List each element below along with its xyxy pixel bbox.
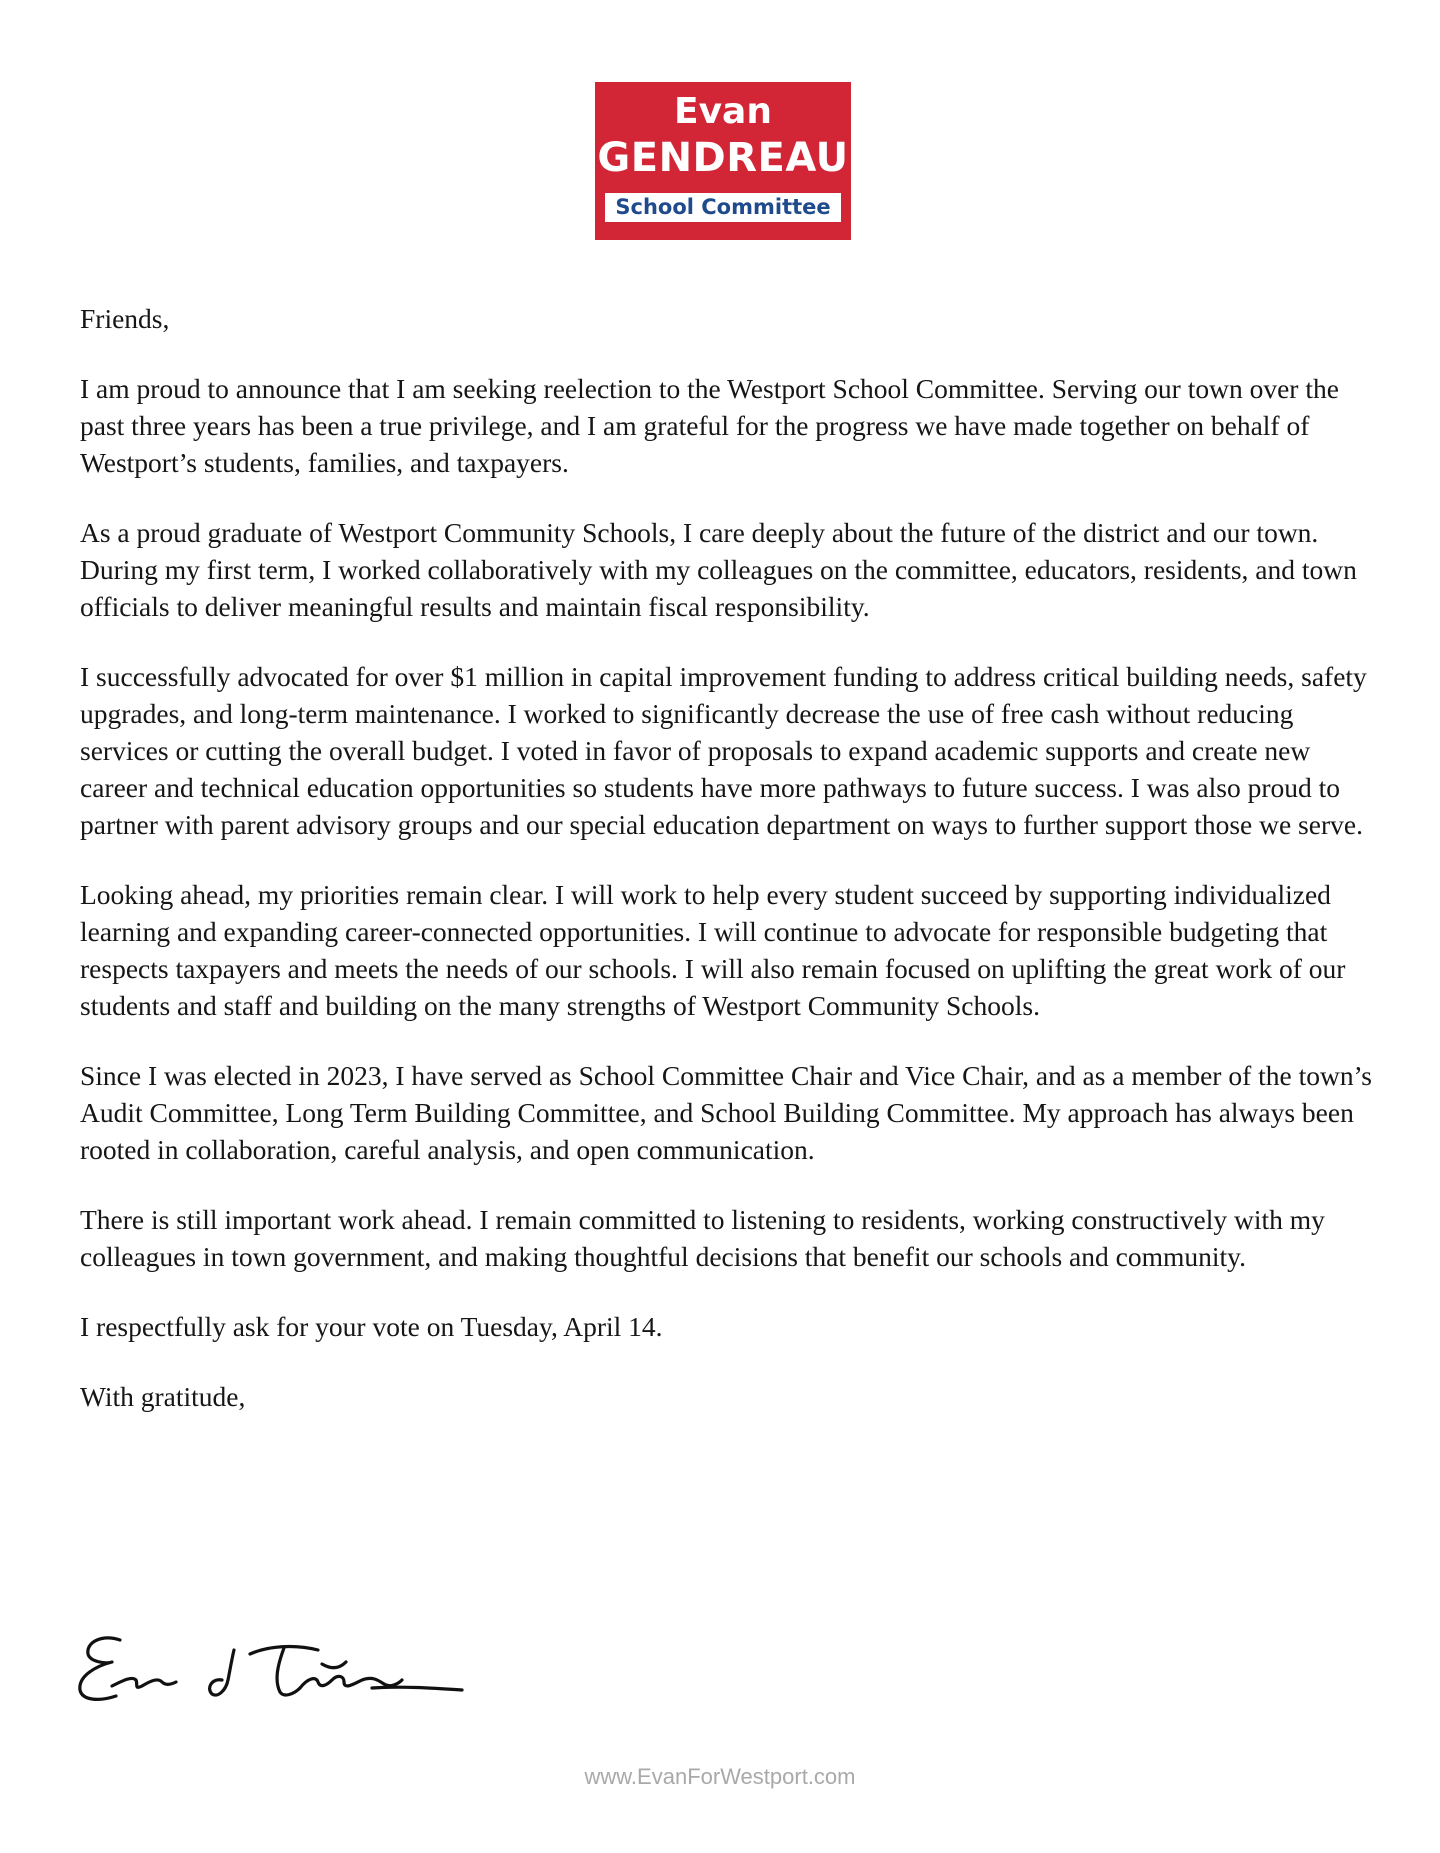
- logo-first-name: Evan: [674, 91, 772, 132]
- paragraph-accomplishments: I successfully advocated for over $1 million in capital improvement funding to address critical building needs, safety upgrades, and long-term maintenance. I worked to significantly decrease the use of free cash without reducing services or cutting the overall budget. I voted in favor of proposals to expand academic supports and create new career and technical education opportunities so students have more pathways to future success. I was also proud to partner with parent advisory groups and our special education department on ways to further support those we serve.: [80, 661, 1367, 840]
- paragraph-vote-request: I respectfully ask for your vote on Tuesday, April 14.: [80, 1311, 663, 1342]
- campaign-logo: [595, 82, 851, 240]
- closing: With gratitude,: [80, 1381, 246, 1412]
- letter-body: [80, 300, 1380, 1448]
- paragraph-priorities: Looking ahead, my priorities remain clear. I will work to help every student succeed by supporting individualized learning and expanding career-connected opportunities. I will continue to advocate for responsible budgeting that respects taxpayers and meets the needs of our schools. I will also remain focused on uplifting the great work of our students and staff and building on the many strengths of Westport Community Schools.: [80, 879, 1346, 1021]
- handwritten-signature-icon: [72, 1620, 472, 1720]
- paragraph-commitment: There is still important work ahead. I remain committed to listening to residents, working constructively with my colleagues in town government, and making thoughtful decisions that benefit our schools and community.: [80, 1204, 1325, 1272]
- paragraph-service: Since I was elected in 2023, I have served as School Committee Chair and Vice Chair, and as a member of the town’s Audit Committee, Long Term Building Committee, and School Building Committee. My approach has always been rooted in collaboration, careful analysis, and open communication.: [80, 1060, 1372, 1165]
- logo-subtitle: School Committee: [605, 193, 841, 222]
- paragraph-background: As a proud graduate of Westport Community Schools, I care deeply about the future of the district and our town. During my first term, I worked collaboratively with my colleagues on the committee, educators, residents, and town officials to deliver meaningful results and maintain fiscal responsibility.: [80, 517, 1357, 622]
- campaign-website: www.EvanForWestport.com: [584, 1764, 856, 1789]
- paragraph-announcement: I am proud to announce that I am seeking reelection to the Westport School Committee. Serving our town over the past three years has been a true privilege, and I am grateful for the progress we have made together on behalf of Westport’s students, families, and taxpayers.: [80, 373, 1339, 478]
- logo-last-name: GENDREAU: [597, 135, 849, 181]
- greeting: Friends,: [80, 303, 170, 334]
